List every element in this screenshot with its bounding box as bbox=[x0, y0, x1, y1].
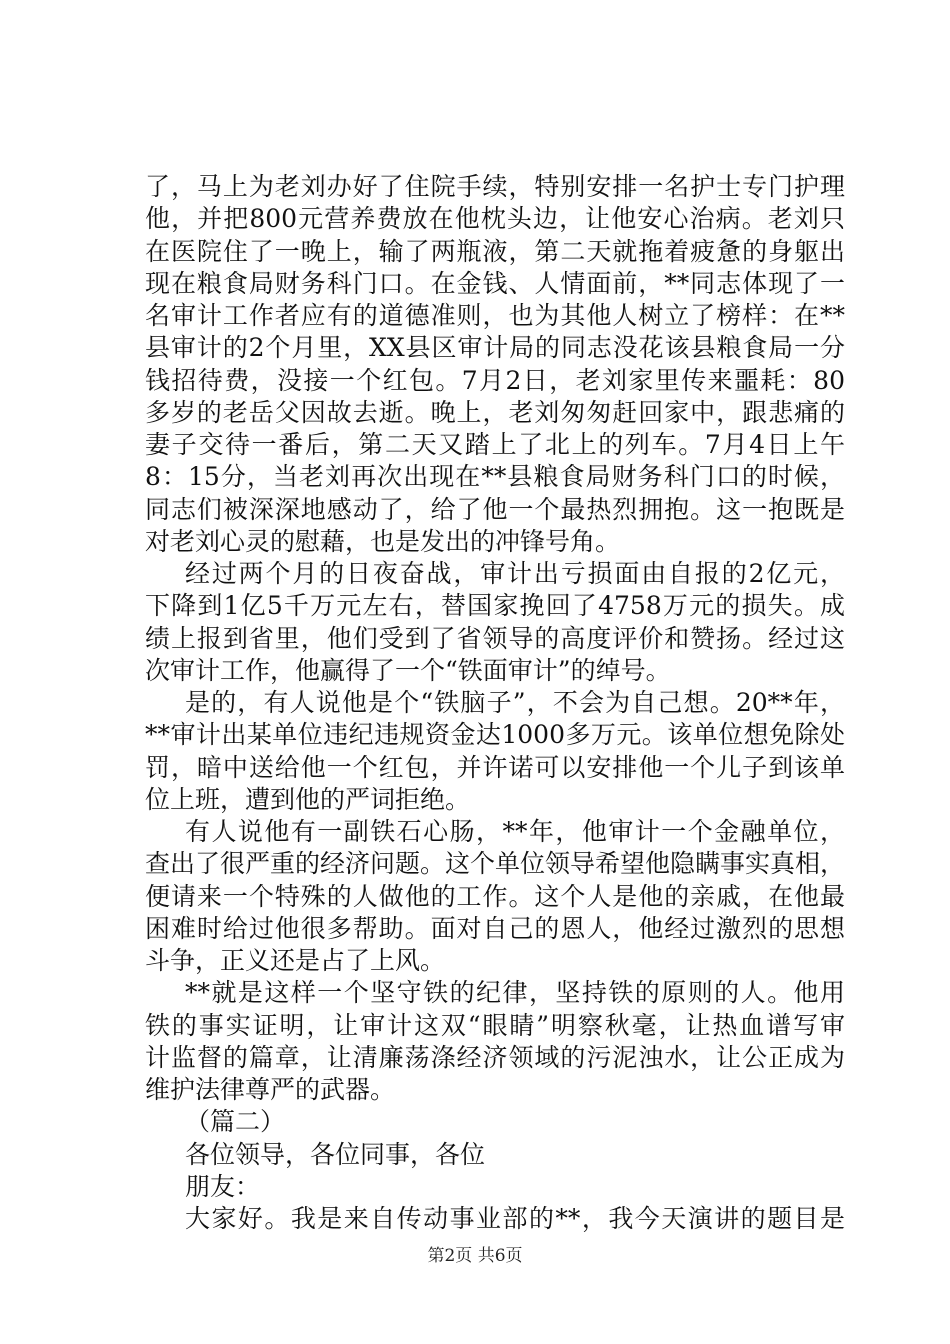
paragraph-start-line: 经过两个月的日夜奋战，审计出亏损面由自报的2亿元， bbox=[185, 559, 845, 588]
text-line: 查出了很严重的经济问题。这个单位领导希望他隐瞒事实真相， bbox=[145, 849, 845, 879]
text-line: **审计出某单位违纪违规资金达1000多万元。该单位想免除处 bbox=[145, 720, 845, 750]
text-line: 在医院住了一晚上，输了两瓶液，第二天就拖着疲惫的身躯出 bbox=[145, 236, 845, 266]
text-line: 对老刘心灵的慰藉，也是发出的冲锋号角。 bbox=[145, 526, 621, 556]
text-line: 现在粮食局财务科门口。在金钱、人情面前，**同志体现了一 bbox=[145, 268, 845, 298]
text-line: 朋友： bbox=[185, 1171, 261, 1201]
text-line: 罚，暗中送给他一个红包，并许诺可以安排他一个儿子到该单 bbox=[145, 752, 845, 782]
text-line: 钱招待费，没接一个红包。7月2日，老刘家里传来噩耗：80 bbox=[145, 365, 845, 395]
text-line: 各位领导，各位同事，各位 bbox=[185, 1139, 486, 1169]
text-line: 下降到1亿5千万元左右，替国家挽回了4758万元的损失。成 bbox=[145, 591, 845, 621]
text-line: 妻子交待一番后，第二天又踏上了北上的列车。7月4日上午 bbox=[145, 430, 845, 459]
text-line: 维护法律尊严的武器。 bbox=[145, 1075, 396, 1104]
text-line: 同志们被深深地感动了，给了他一个最热烈拥抱。这一抱既是 bbox=[145, 494, 845, 524]
text-line: 了，马上为老刘办好了住院手续，特别安排一名护士专门护理 bbox=[145, 172, 845, 201]
text-line: 名审计工作者应有的道德准则，也为其他人树立了榜样：在** bbox=[145, 301, 845, 330]
paragraph-start-line: 大家好。我是来自传动事业部的**，我今天演讲的题目是 bbox=[185, 1204, 845, 1233]
text-line: 他，并把800元营养费放在他枕头边，让他安心治病。老刘只 bbox=[145, 204, 845, 234]
body-text bbox=[145, 171, 845, 1235]
text-line: 8：15分，当老刘再次出现在**县粮食局财务科门口的时候， bbox=[145, 462, 845, 492]
text-line: 斗争，正义还是占了上风。 bbox=[145, 946, 446, 975]
text-line: 县审计的2个月里，XX县区审计局的同志没花该县粮食局一分 bbox=[145, 333, 845, 363]
section-heading: （篇二） bbox=[185, 1107, 286, 1137]
page-number-footer: 第2页 共6页 bbox=[427, 1246, 523, 1266]
text-line: 绩上报到省里，他们受到了省领导的高度评价和赞扬。经过这 bbox=[145, 623, 845, 653]
text-line: 多岁的老岳父因故去逝。晚上，老刘匆匆赶回家中，跟悲痛的 bbox=[145, 397, 845, 427]
text-line: 次审计工作，他赢得了一个“铁面审计”的绰号。 bbox=[145, 655, 671, 685]
text-line: 位上班，遭到他的严词拒绝。 bbox=[145, 784, 471, 814]
text-line: 计监督的篇章，让清廉荡涤经济领域的污泥浊水，让公正成为 bbox=[145, 1042, 845, 1072]
paragraph-start-line: 是的，有人说他是个“铁脑子”，不会为自己想。20**年， bbox=[185, 688, 845, 717]
text-line: 困难时给过他很多帮助。面对自己的恩人，他经过激烈的思想 bbox=[145, 913, 845, 943]
text-line: 铁的事实证明，让审计这双“眼睛”明察秋毫，让热血谱写审 bbox=[145, 1010, 845, 1040]
text-line: 便请来一个特殊的人做他的工作。这个人是他的亲戚，在他最 bbox=[145, 881, 845, 911]
paragraph-start-line: 有人说他有一副铁石心肠，**年，他审计一个金融单位， bbox=[185, 817, 845, 846]
paragraph-start-line: **就是这样一个坚守铁的纪律，坚持铁的原则的人。他用 bbox=[185, 978, 845, 1008]
